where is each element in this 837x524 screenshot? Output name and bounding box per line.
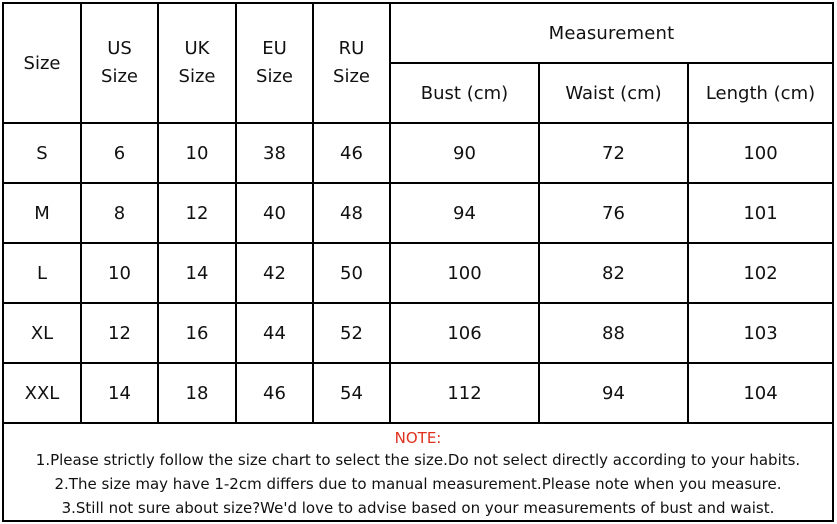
cell-waist: 82 bbox=[539, 243, 688, 303]
cell-us: 10 bbox=[81, 243, 158, 303]
notes-section bbox=[4, 424, 832, 520]
cell-ru: 48 bbox=[313, 183, 390, 243]
table-row bbox=[4, 123, 832, 183]
header-eu-size: EU Size bbox=[236, 4, 313, 123]
cell-waist: 72 bbox=[539, 123, 688, 183]
header-bust: Bust (cm) bbox=[390, 63, 539, 123]
cell-size: XXL bbox=[4, 363, 81, 423]
header-size: Size bbox=[4, 4, 81, 123]
header-measurement: Measurement bbox=[390, 4, 832, 63]
table-row bbox=[4, 183, 832, 243]
cell-ru: 54 bbox=[313, 363, 390, 423]
cell-size: M bbox=[4, 183, 81, 243]
cell-uk: 16 bbox=[158, 303, 236, 363]
cell-waist: 88 bbox=[539, 303, 688, 363]
cell-size: XL bbox=[4, 303, 81, 363]
cell-length: 103 bbox=[688, 303, 832, 363]
cell-ru: 50 bbox=[313, 243, 390, 303]
cell-us: 12 bbox=[81, 303, 158, 363]
cell-us: 14 bbox=[81, 363, 158, 423]
cell-uk: 12 bbox=[158, 183, 236, 243]
cell-length: 104 bbox=[688, 363, 832, 423]
cell-eu: 44 bbox=[236, 303, 313, 363]
cell-waist: 94 bbox=[539, 363, 688, 423]
cell-bust: 100 bbox=[390, 243, 539, 303]
header-length: Length (cm) bbox=[688, 63, 832, 123]
cell-length: 102 bbox=[688, 243, 832, 303]
header-us-size: US Size bbox=[81, 4, 158, 123]
size-table bbox=[4, 4, 832, 424]
cell-eu: 38 bbox=[236, 123, 313, 183]
cell-ru: 52 bbox=[313, 303, 390, 363]
cell-length: 101 bbox=[688, 183, 832, 243]
cell-bust: 90 bbox=[390, 123, 539, 183]
header-ru-size: RU Size bbox=[313, 4, 390, 123]
cell-size: L bbox=[4, 243, 81, 303]
cell-bust: 94 bbox=[390, 183, 539, 243]
cell-us: 8 bbox=[81, 183, 158, 243]
note-title: NOTE: bbox=[394, 429, 442, 447]
table-row bbox=[4, 303, 832, 363]
cell-uk: 10 bbox=[158, 123, 236, 183]
table-row bbox=[4, 363, 832, 423]
cell-eu: 42 bbox=[236, 243, 313, 303]
cell-waist: 76 bbox=[539, 183, 688, 243]
cell-bust: 106 bbox=[390, 303, 539, 363]
header-uk-size: UK Size bbox=[158, 4, 236, 123]
cell-ru: 46 bbox=[313, 123, 390, 183]
cell-us: 6 bbox=[81, 123, 158, 183]
cell-eu: 46 bbox=[236, 363, 313, 423]
cell-uk: 14 bbox=[158, 243, 236, 303]
note-line-3: 3.Still not sure about size?We'd love to advise based on your measurements of bust and waist. bbox=[61, 499, 775, 517]
cell-size: S bbox=[4, 123, 81, 183]
note-line-1: 1.Please strictly follow the size chart to select the size.Do not select directly according to your habits. bbox=[35, 451, 801, 469]
cell-uk: 18 bbox=[158, 363, 236, 423]
size-chart bbox=[2, 2, 834, 522]
cell-bust: 112 bbox=[390, 363, 539, 423]
cell-length: 100 bbox=[688, 123, 832, 183]
header-row-top bbox=[4, 4, 832, 63]
table-row bbox=[4, 243, 832, 303]
note-line-2: 2.The size may have 1-2cm differs due to manual measurement.Please note when you measure. bbox=[54, 475, 782, 493]
header-waist: Waist (cm) bbox=[539, 63, 688, 123]
cell-eu: 40 bbox=[236, 183, 313, 243]
